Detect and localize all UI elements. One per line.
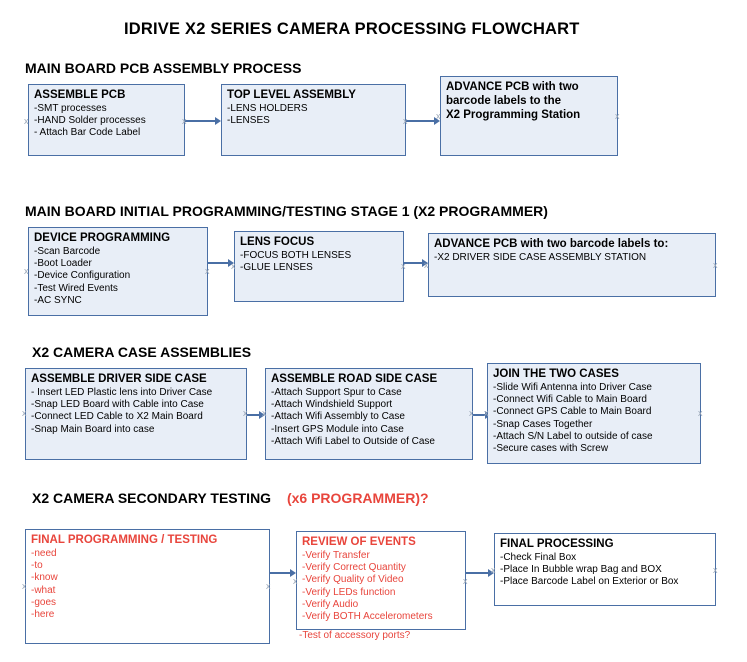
guide-mark: x (205, 266, 210, 276)
box-line: - Insert LED Plastic lens into Driver Case (31, 387, 213, 398)
box-line: -here (31, 609, 55, 621)
guide-mark: x (698, 408, 703, 418)
box-line: -Verify BOTH Accelerometers (302, 611, 433, 623)
guide-mark: x (436, 111, 441, 121)
box-line: -Slide Wifi Antenna into Driver Case (493, 382, 652, 393)
box-lens-focus[interactable] (234, 231, 404, 302)
box-line: -Verify Correct Quantity (302, 562, 406, 574)
box-assemble-driver-side-case[interactable] (25, 368, 247, 460)
box-line: X2 Programming Station (446, 109, 581, 121)
box-line: -AC SYNC (34, 294, 82, 306)
box-line: -goes (31, 596, 57, 608)
box-line: -Verify Quality of Video (302, 574, 404, 586)
box-line: -GLUE LENSES (240, 262, 313, 274)
box-line: -what (31, 584, 56, 596)
box-line: -Attach Wifi Assembly to Case (271, 411, 405, 423)
guide-mark: x (424, 260, 429, 270)
box-top-level-assembly[interactable] (221, 84, 406, 156)
box-title: ASSEMBLE PCB (34, 89, 126, 101)
box-assemble-pcb[interactable] (28, 84, 185, 156)
box-line: -need (31, 548, 57, 559)
box-review-of-events[interactable] (296, 531, 466, 630)
section-heading-2: MAIN BOARD INITIAL PROGRAMMING/TESTING STAGE 1 (X2 PROGRAMMER) (25, 203, 548, 219)
box-title: ASSEMBLE DRIVER SIDE CASE (31, 373, 207, 385)
guide-mark: x (22, 581, 27, 591)
guide-mark: x (615, 111, 620, 121)
box-assemble-road-side-case[interactable] (265, 368, 473, 460)
guide-mark: x (469, 408, 474, 418)
section-heading-3: X2 CAMERA CASE ASSEMBLIES (32, 344, 252, 360)
guide-mark: x (713, 260, 718, 270)
box-line: -to (31, 560, 43, 572)
box-line: -Attach Windshield Support (271, 399, 393, 411)
box-final-processing[interactable] (494, 533, 716, 606)
box-line: -Attach S/N Label to outside of case (493, 430, 653, 442)
box-title: FINAL PROCESSING (500, 538, 614, 550)
box-line: -Snap LED Board with Cable into Case (31, 399, 204, 411)
section-heading-4-note: (x6 PROGRAMMER)? (286, 490, 429, 506)
box-line: -Place Barcode Label on Exterior or Box (500, 576, 679, 588)
box-line: -FOCUS BOTH LENSES (240, 250, 352, 261)
box-title: DEVICE PROGRAMMING (34, 232, 171, 244)
box-line: -know (31, 572, 58, 584)
box-line: -Device Configuration (34, 270, 131, 282)
guide-mark: x (713, 565, 718, 575)
section-heading-4-text: X2 CAMERA SECONDARY TESTING (32, 490, 272, 506)
box-line: - Attach Bar Code Label (34, 127, 141, 139)
box-line: -Boot Loader (34, 258, 92, 270)
guide-mark: x (401, 261, 406, 271)
guide-mark: x (491, 565, 496, 575)
box-line-overflow: -Test of accessory ports? (299, 630, 411, 641)
box-title: ASSEMBLE ROAD SIDE CASE (271, 373, 438, 385)
box-line: -Verify Audio (302, 598, 359, 610)
box-line: -Verify Transfer (302, 550, 370, 561)
guide-mark: x (403, 116, 408, 126)
box-title: LENS FOCUS (240, 236, 315, 248)
box-title: ADVANCE PCB with two barcode labels to: (434, 238, 669, 250)
page-title: IDRIVE X2 SERIES CAMERA PROCESSING FLOWCHART (124, 20, 580, 38)
box-line: -LENS HOLDERS (227, 103, 308, 114)
guide-mark: x (243, 408, 248, 418)
box-advance-pcb-programming-station[interactable] (440, 76, 618, 156)
box-title: TOP LEVEL ASSEMBLY (227, 89, 356, 101)
guide-mark: x (231, 261, 236, 271)
guide-mark: x (22, 408, 27, 418)
box-line: barcode labels to the (446, 95, 562, 107)
box-line: -Attach Wifi Label to Outside of Case (271, 435, 435, 447)
box-line: -Secure cases with Screw (493, 443, 609, 455)
box-final-programming-testing[interactable] (25, 529, 270, 644)
box-line: -HAND Solder processes (34, 115, 146, 127)
box-line: -Check Final Box (500, 552, 577, 563)
box-line: -Attach Support Spur to Case (271, 387, 402, 398)
box-line: -X2 DRIVER SIDE CASE ASSEMBLY STATION (434, 252, 647, 263)
box-title: ADVANCE PCB with two (446, 81, 579, 93)
guide-mark: x (24, 116, 29, 126)
box-line: -Connect Wifi Cable to Main Board (493, 394, 647, 406)
guide-mark: x (293, 576, 298, 586)
box-line: -Connect GPS Cable to Main Board (493, 406, 652, 418)
box-line: -LENSES (227, 115, 270, 127)
section-heading-4 (32, 490, 429, 506)
box-title: REVIEW OF EVENTS (302, 536, 416, 548)
box-line: -Insert GPS Module into Case (271, 423, 404, 435)
box-line: -SMT processes (34, 103, 107, 114)
box-join-the-two-cases[interactable] (487, 363, 701, 464)
guide-mark: x (24, 266, 29, 276)
box-line: -Snap Cases Together (493, 418, 593, 430)
box-line: -Connect LED Cable to X2 Main Board (31, 411, 203, 423)
box-line: -Test Wired Events (34, 282, 118, 294)
box-title: FINAL PROGRAMMING / TESTING (31, 534, 218, 546)
guide-mark: x (262, 408, 267, 418)
guide-mark: x (266, 581, 271, 591)
box-line: -Snap Main Board into case (31, 423, 155, 435)
guide-mark: x (484, 408, 489, 418)
box-advance-pcb-driver-side-station[interactable] (428, 233, 716, 297)
box-line: -Place In Bubble wrap Bag and BOX (500, 564, 662, 576)
guide-mark: x (182, 116, 187, 126)
box-title: JOIN THE TWO CASES (493, 368, 619, 380)
guide-mark: x (463, 576, 468, 586)
box-line: -Verify LEDs function (302, 586, 396, 598)
box-device-programming[interactable] (28, 227, 208, 316)
section-heading-1: MAIN BOARD PCB ASSEMBLY PROCESS (25, 60, 302, 76)
box-line: -Scan Barcode (34, 246, 101, 257)
